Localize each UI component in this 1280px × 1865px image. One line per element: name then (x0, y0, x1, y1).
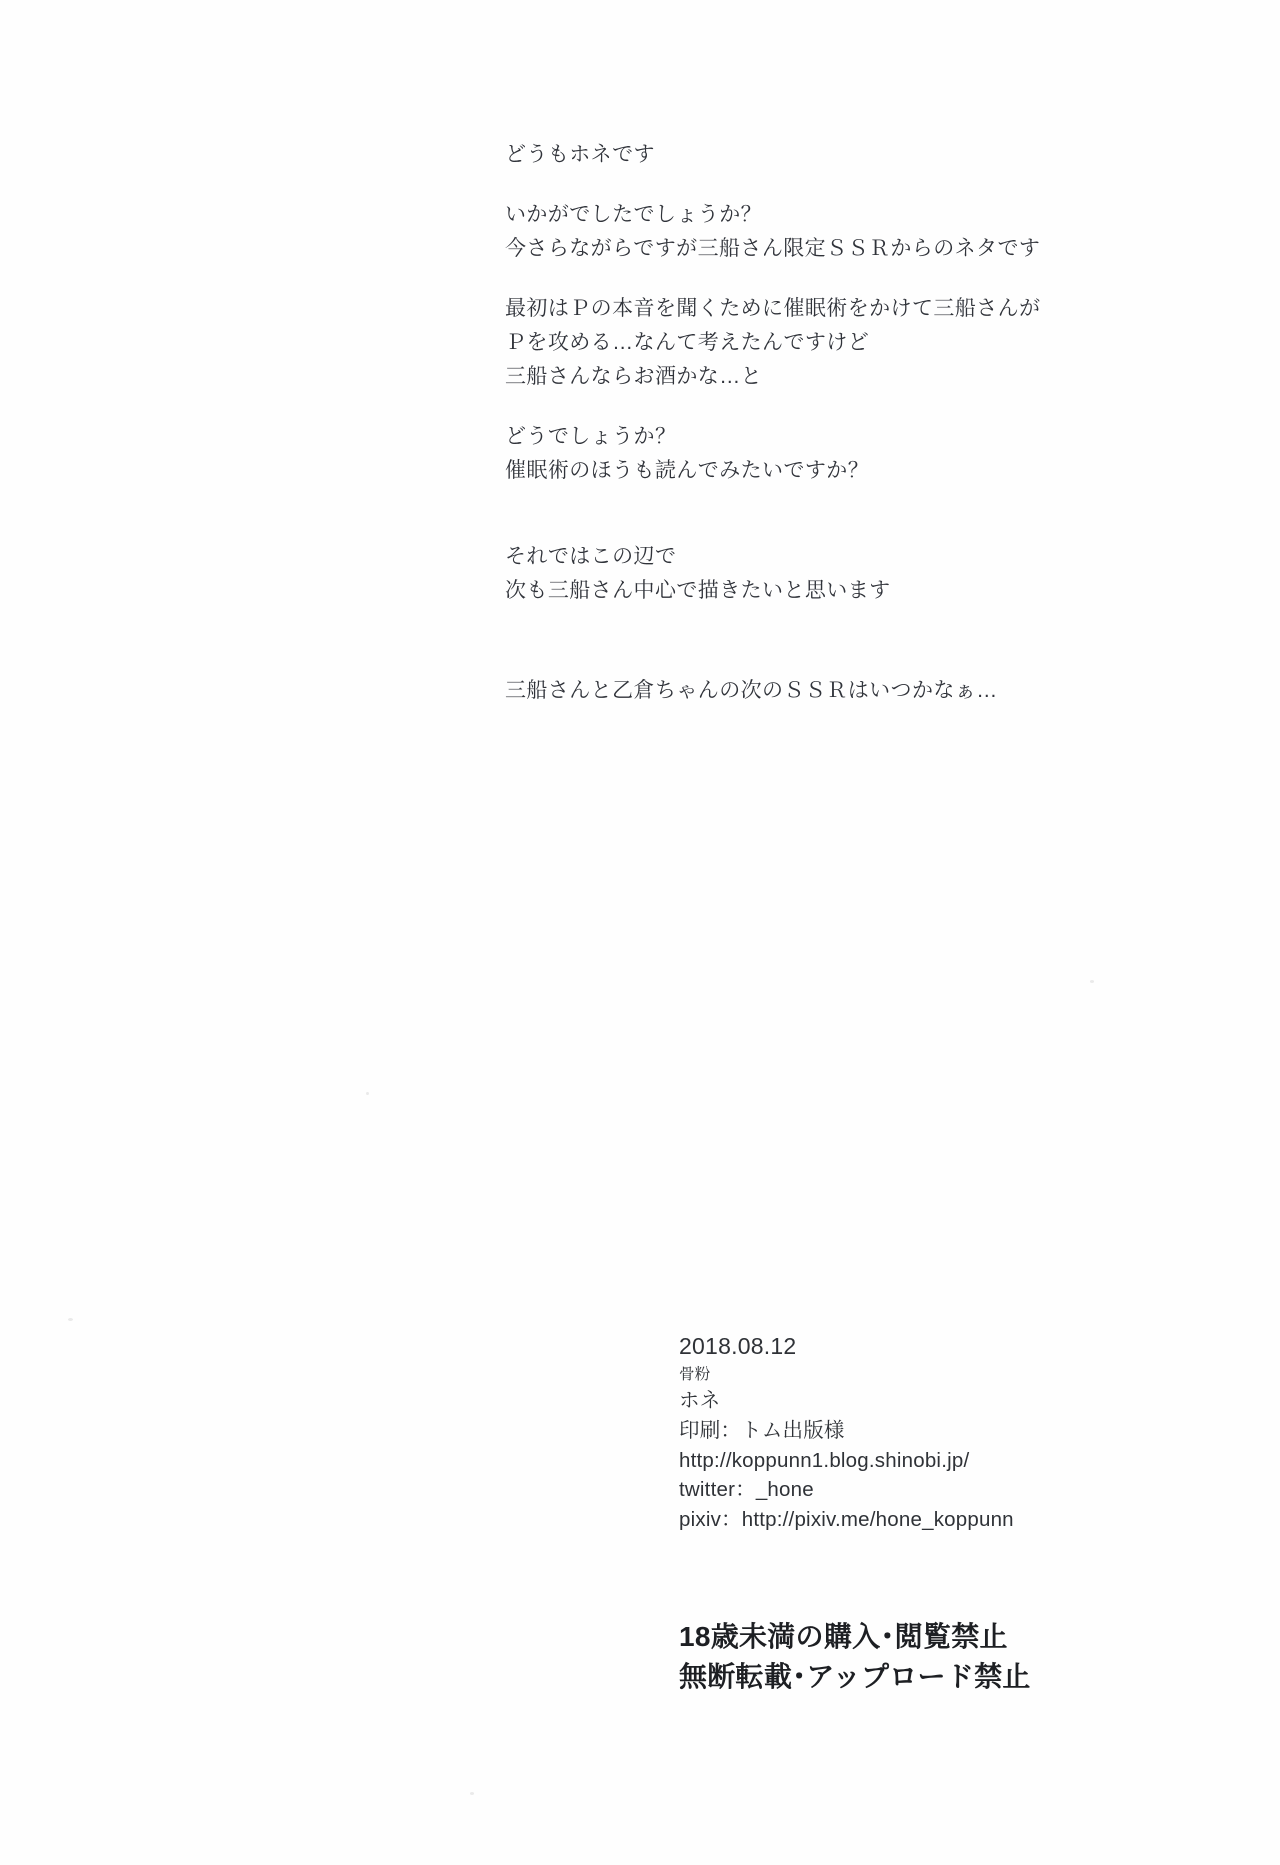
publication-date: 2018.08.12 (679, 1333, 797, 1359)
afterword-line: 催眠術のほうも読んでみたいですか？ (505, 459, 870, 483)
author-name: ホネ (679, 1389, 721, 1413)
warning-line-purchase: 18歳未満の購入･閲覧禁止 (679, 1621, 1008, 1652)
afterword-paragraph (505, 420, 1205, 488)
scan-speck (68, 1318, 73, 1321)
afterword-line: 三船さんと乙倉ちゃんの次のＳＳＲはいつかなぁ… (505, 679, 998, 703)
afterword-line: どうでしょうか？ (505, 425, 677, 449)
afterword-line: 三船さんならお酒かな…と (505, 365, 763, 389)
circle-name: 骨粉 (679, 1366, 711, 1384)
afterword-line: 今さらながらですが三船さん限定ＳＳＲからのネタです (505, 237, 1041, 261)
afterword-paragraph (505, 674, 1205, 708)
afterword-paragraph (505, 292, 1205, 394)
afterword-paragraph (505, 540, 1205, 608)
age-restriction-warning (679, 1617, 1031, 1697)
scan-speck (470, 1792, 474, 1795)
blog-url[interactable]: http://koppunn1.blog.shinobi.jp/ (679, 1448, 970, 1472)
scan-speck (366, 1092, 369, 1095)
printer-name: 印刷：トム出版様 (679, 1418, 845, 1442)
afterword-paragraph (505, 138, 1205, 172)
afterword-line: 最初はＰの本音を聞くために催眠術をかけて三船さんが (505, 297, 1041, 321)
afterword-line: どうもホネです (505, 143, 655, 166)
afterword-line: それではこの辺で (505, 545, 677, 569)
afterword-line: いかがでしたでしょうか？ (505, 203, 763, 227)
colophon (679, 1330, 1014, 1535)
afterword-paragraph (505, 198, 1205, 266)
afterword-line: 次も三船さん中心で描きたいと思います (505, 579, 891, 603)
twitter-handle[interactable]: twitter：_hone (679, 1478, 814, 1502)
warning-line-reproduction: 無断転載･アップロード禁止 (679, 1660, 1031, 1692)
afterword-text (505, 138, 1205, 734)
pixiv-url[interactable]: pixiv：http://pixiv.me/hone_koppunn (679, 1508, 1014, 1532)
afterword-line: Ｐを攻める…なんて考えたんですけど (505, 331, 870, 355)
scan-speck (1090, 980, 1094, 983)
